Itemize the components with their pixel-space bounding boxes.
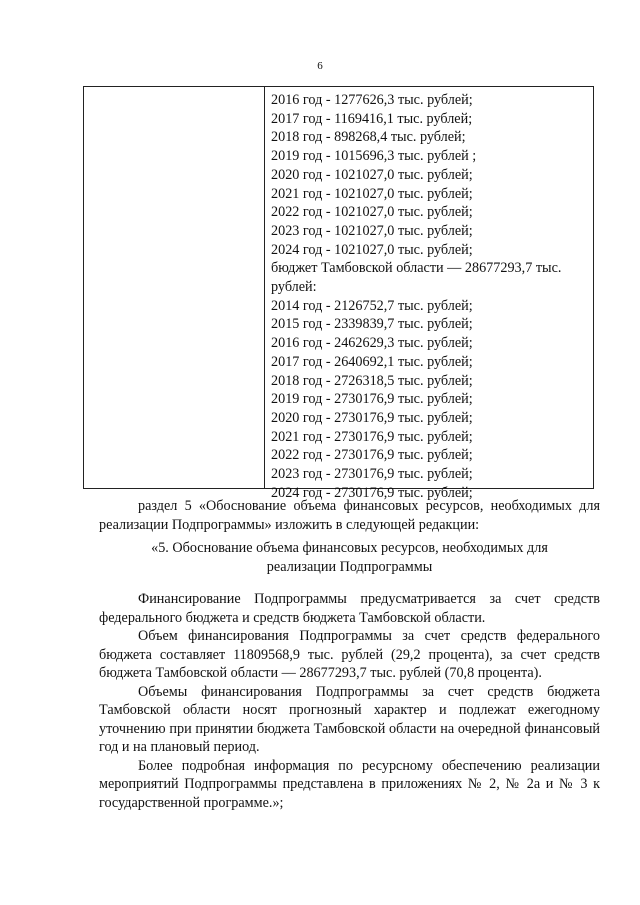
regional-year-line: 2022 год - 2730176,9 тыс. рублей; [271,447,473,464]
regional-year-line: 2021 год - 2730176,9 тыс. рублей; [271,428,473,445]
federal-year-line: 2016 год - 1277626,3 тыс. рублей; [271,92,473,108]
intro-paragraph-block [99,497,600,534]
federal-year-line: 2020 год - 1021027,0 тыс. рублей; [271,166,473,183]
regional-year-line: 2023 год - 2730176,9 тыс. рублей; [271,466,473,483]
section-body [99,590,600,812]
regional-year-line: 2014 год - 2126752,7 тыс. рублей; [271,297,473,314]
section-heading [99,539,600,577]
body-paragraph: Объем финансирования Подпрограммы за счет средств федерального бюджета составляет 11809568,9 тыс. рублей (29,2 процента), за счет средств бюджета Тамбовской области — 28677293,7 тыс. рублей (70,8 процента). [99,628,600,681]
regional-budget-label: бюджет Тамбовской области — 28677293,7 тыс. рублей: [271,260,562,296]
regional-year-line: 2016 год - 2462629,3 тыс. рублей; [271,335,473,352]
page-number: 6 [317,60,323,72]
regional-year-line: 2017 год - 2640692,1 тыс. рублей; [271,353,473,370]
table-left-column [84,87,265,488]
federal-year-line: 2017 год - 1169416,1 тыс. рублей; [271,110,473,127]
regional-year-line: 2024 год - 2730176,9 тыс. рублей; [271,484,473,501]
regional-year-line: 2018 год - 2726318,5 тыс. рублей; [271,372,473,389]
table-right-column [265,87,593,501]
federal-year-line: 2019 год - 1015696,3 тыс. рублей ; [271,148,477,165]
budget-table [83,86,594,501]
federal-year-line: 2018 год - 898268,4 тыс. рублей; [271,129,466,146]
federal-year-line: 2021 год - 1021027,0 тыс. рублей; [271,185,473,202]
section-heading-line-2: реализации Подпрограммы [266,559,433,575]
regional-year-line: 2020 год - 2730176,9 тыс. рублей; [271,409,473,426]
body-paragraph: Объемы финансирования Подпрограммы за счет средств бюджета Тамбовской области носят прогнозный характер и подлежат ежегодному уточнению при принятии бюджета Тамбовской области на очередной финансовый год и на плановый период. [99,683,600,755]
regional-year-line: 2019 год - 2730176,9 тыс. рублей; [271,391,473,408]
federal-year-line: 2024 год - 1021027,0 тыс. рублей; [271,241,473,258]
intro-paragraph: раздел 5 «Обоснование объема финансовых ресурсов, необходимых для реализации Подпрограммы» изложить в следующей редакции: [99,498,600,533]
body-paragraph: Более подробная информация по ресурсному обеспечению реализации мероприятий Подпрограммы представлена в приложениях № 2, № 2а и № 3 к государственной программе.»; [99,757,600,811]
body-paragraph: Финансирование Подпрограммы предусматривается за счет средств федерального бюджета и средств бюджета Тамбовской области. [99,591,600,626]
section-heading-line-1: «5. Обоснование объема финансовых ресурсов, необходимых для [151,540,548,556]
federal-year-line: 2023 год - 1021027,0 тыс. рублей; [271,222,473,239]
regional-year-line: 2015 год - 2339839,7 тыс. рублей; [271,316,473,333]
federal-year-line: 2022 год - 1021027,0 тыс. рублей; [271,204,473,221]
